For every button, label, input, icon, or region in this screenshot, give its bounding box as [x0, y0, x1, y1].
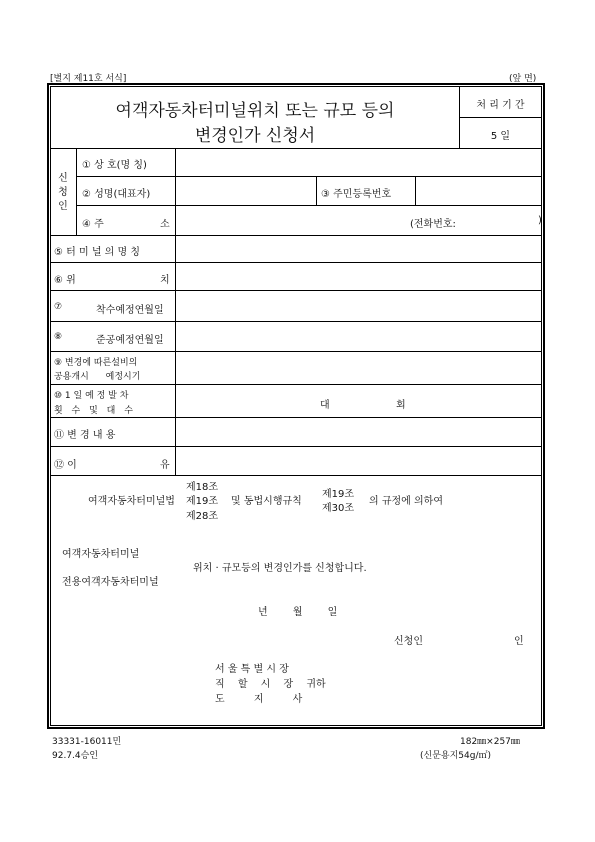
phone-close: ) — [538, 215, 542, 226]
title-line1: 여객자동차터미널위치 또는 규모 등의 — [115, 101, 395, 121]
start-date-field[interactable] — [177, 292, 540, 320]
row-line — [50, 446, 542, 447]
departures-unit-vehicles: 대 — [320, 400, 330, 411]
seal-mark: 인 — [514, 636, 524, 647]
row-line — [50, 351, 542, 352]
addressee-province: 도 지 사 — [215, 694, 303, 705]
representative-field[interactable] — [177, 178, 314, 204]
service-start-label-2: 공용개시 예정시기 — [54, 372, 141, 382]
change-details-label: ⑪ 변 경 내 용 — [54, 430, 116, 441]
form-number: [별지 제11호 서식] — [50, 74, 127, 84]
title-line2: 변경인가 신청서 — [194, 126, 316, 146]
page-side: (앞 면) — [509, 74, 537, 84]
approval-date: 92.7.4승인 — [52, 751, 99, 761]
processing-label: 처 리 기 간 — [476, 100, 525, 111]
apply-statement: 위치 · 규모등의 변경인가를 신청합니다. — [193, 563, 367, 574]
rrn-field[interactable] — [417, 178, 540, 204]
label-column-divider — [175, 148, 176, 475]
address-label: ④ 주 — [82, 219, 104, 230]
rrn-divider-left — [316, 176, 317, 205]
law-name: 여객자동차터미널법 — [88, 496, 175, 507]
row-line — [76, 205, 542, 206]
rrn-divider-right — [415, 176, 416, 205]
location-field[interactable] — [177, 264, 540, 289]
change-details-field[interactable] — [177, 419, 540, 445]
option-terminal: 여객자동차터미널 — [62, 549, 140, 560]
application-date: 년 월 일 — [258, 607, 338, 618]
departures-label-2: 횟 수 및 대 수 — [54, 406, 133, 416]
departures-unit-times: 회 — [396, 400, 406, 411]
row-line — [50, 148, 542, 149]
rule-article-19: 제19조 — [322, 489, 355, 500]
article-28: 제28조 — [186, 511, 219, 522]
service-start-label: ⑨ 변경에 따른설비의 — [54, 358, 138, 368]
departures-label: ⑩ 1 일 예 정 발 차 — [54, 391, 129, 401]
location-label-end: 치 — [160, 275, 170, 286]
row-line — [50, 235, 542, 236]
row-line — [50, 384, 542, 385]
addressee-city: 직 할 시 장 귀하 — [215, 679, 326, 690]
row-line — [50, 417, 542, 418]
row-line — [50, 290, 542, 291]
addressee-seoul: 서 울 특 별 시 장 — [215, 664, 289, 675]
article-19: 제19조 — [186, 496, 219, 507]
service-start-field[interactable] — [177, 353, 540, 383]
terminal-name-label: ⑤ 터 미 널 의 명 칭 — [54, 247, 140, 258]
reason-label-end: 유 — [160, 460, 170, 471]
reason-label: ⑫ 이 — [54, 460, 77, 471]
location-label: ⑥ 위 — [54, 275, 76, 286]
option-dedicated-terminal: 전용여객자동차터미널 — [62, 577, 159, 588]
address-label-end: 소 — [160, 219, 170, 230]
row-line — [50, 262, 542, 263]
rule-article-30: 제30조 — [322, 503, 355, 514]
completion-date-label: 준공예정연월일 — [96, 335, 164, 346]
form-code: 33331-16011민 — [52, 737, 122, 747]
departures-field[interactable] — [177, 386, 540, 416]
start-date-number: ⑦ — [54, 302, 63, 312]
applicant-sign-label: 신청인 — [394, 636, 423, 647]
completion-date-number: ⑧ — [54, 332, 63, 342]
processing-value: 5 일 — [490, 131, 511, 142]
applicant-group-label: 신 청 인 — [58, 173, 68, 212]
reason-field[interactable] — [177, 448, 540, 474]
start-date-label: 착수예정연월일 — [96, 305, 164, 316]
terminal-name-field[interactable] — [177, 237, 540, 261]
and-rule: 및 동법시행규칙 — [231, 496, 302, 507]
company-label: ① 상 호(명 칭) — [82, 160, 147, 171]
company-field[interactable] — [177, 150, 540, 175]
row-line — [76, 176, 542, 177]
paper-size: 182㎜×257㎜ — [460, 737, 520, 747]
row-line — [50, 475, 542, 476]
row-line — [50, 321, 542, 322]
phone-label: (전화번호: — [410, 219, 456, 230]
processing-divider — [459, 117, 542, 118]
representative-label: ② 성명(대표자) — [82, 189, 151, 200]
paper-type: (신문용지54g/㎡) — [420, 751, 491, 761]
statement-tail: 의 규정에 의하여 — [369, 496, 443, 507]
completion-date-field[interactable] — [177, 323, 540, 350]
article-18: 제18조 — [186, 482, 219, 493]
rrn-label: ③ 주민등록번호 — [321, 189, 392, 200]
applicant-group-divider — [76, 148, 77, 235]
address-field[interactable] — [177, 207, 407, 234]
